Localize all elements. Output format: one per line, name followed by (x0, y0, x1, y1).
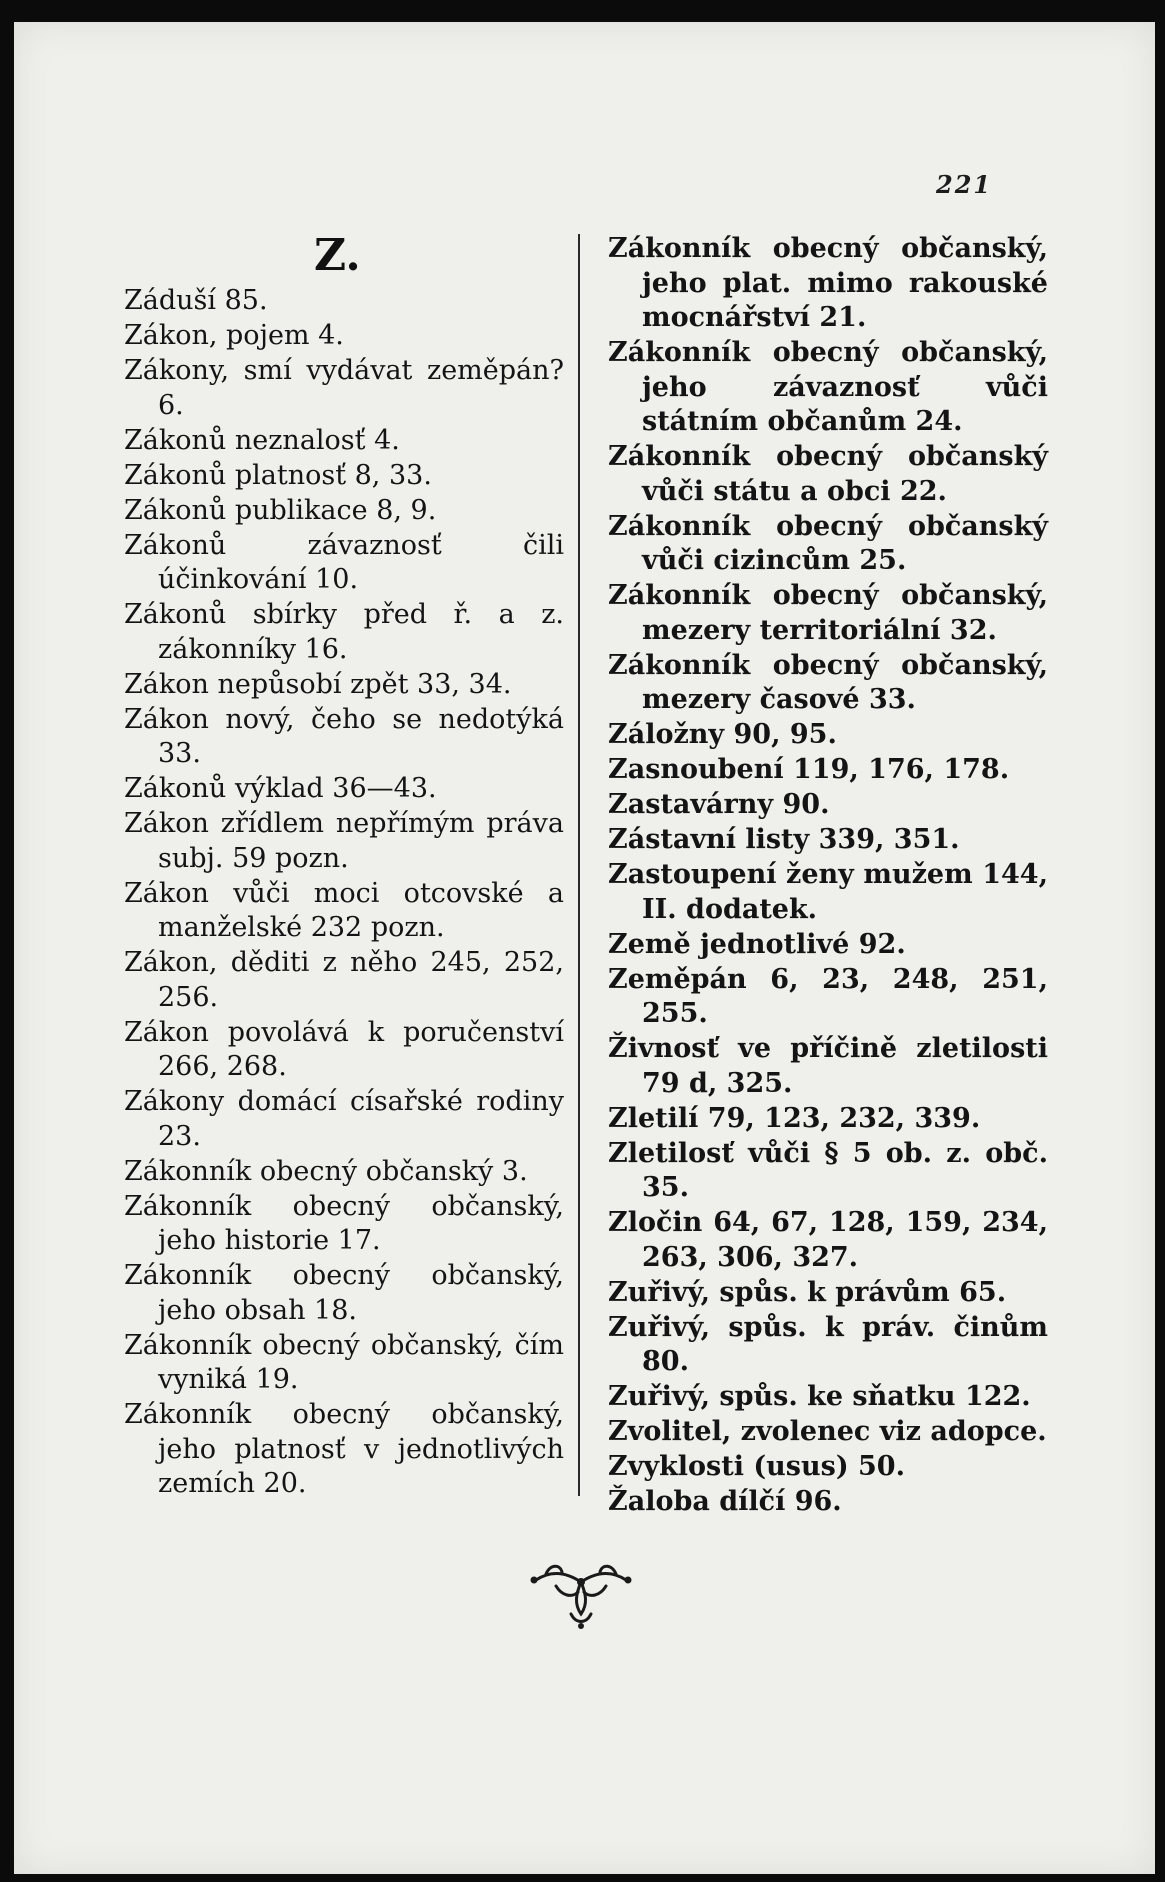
index-entry: Zákon, pojem 4. (124, 320, 344, 351)
index-entry: Zástavní listy 339, 351. (608, 824, 960, 855)
index-entry: Zločin 64, 67, 128, 159, 234, 263, 306, 327. (608, 1207, 1048, 1273)
book-page (14, 22, 1155, 1874)
index-entry: Zákony, smí vydávat zeměpán? 6. (124, 355, 564, 421)
index-entry: Zuřivý, spůs. k právům 65. (608, 1276, 1007, 1308)
index-entry: Zákonník obecný občanský, jeho historie 17. (124, 1190, 564, 1256)
index-entry: Zasnoubení 119, 176, 178. (608, 754, 1010, 785)
section-letter: Z. (314, 230, 361, 281)
index-entry: Zletilosť vůči § 5 ob. z. obč. 35. (608, 1137, 1048, 1203)
index-entry: Zákon zřídlem nepřímým práva subj. 59 pozn. (124, 808, 564, 874)
column-divider (578, 234, 580, 1496)
index-column-left (124, 284, 564, 1502)
index-entry: Zákonů platnosť 8, 33. (124, 459, 432, 491)
index-entry: Zletilí 79, 123, 232, 339. (608, 1102, 981, 1134)
index-entry: Zákonník obecný občanský, jeho obsah 18. (124, 1260, 564, 1326)
index-entry: Zákonů závaznosť čili účinkování 10. (124, 529, 564, 595)
index-entry: Zastavárny 90. (608, 789, 830, 820)
index-entry: Zákonník obecný občanský 3. (124, 1155, 528, 1187)
index-entry: Zeměpán 6, 23, 248, 251, 255. (608, 963, 1048, 1029)
index-entry: Zákonů sbírky před ř. a z. zákonníky 16. (124, 599, 564, 665)
index-entry: Zákon povolává k poručenství 266, 268. (124, 1016, 564, 1082)
index-entry: Zákon nepůsobí zpět 33, 34. (124, 668, 512, 700)
page-number: 221 (936, 170, 993, 199)
index-entry: Zákonník obecný občanský, jeho závaznosť vůči státním občanům 24. (608, 337, 1048, 437)
index-entry: Zákon, děditi z něho 245, 252, 256. (124, 947, 564, 1013)
index-entry: Zákonník obecný občanský, jeho platnosť v jednotlivých zemích 20. (124, 1399, 564, 1499)
index-entry: Zuřivý, spůs. ke sňatku 122. (608, 1381, 1031, 1412)
index-entry: Zákonník obecný občanský vůči státu a obci 22. (608, 441, 1048, 507)
index-entry: Žaloba dílčí 96. (608, 1486, 842, 1517)
index-entry: Zvolitel, zvolenec viz adopce. (608, 1416, 1047, 1447)
index-entry: Zákonů výklad 36—43. (124, 773, 437, 804)
index-entry: Zákony domácí císařské rodiny 23. (124, 1086, 564, 1152)
index-entry: Zákonník obecný občanský, mezery časové 33. (608, 649, 1048, 715)
index-entry: Zákonník obecný občanský, jeho plat. mimo rakouské mocnářství 21. (608, 233, 1048, 333)
index-entry: Záložny 90, 95. (608, 719, 837, 750)
index-entry: Zákon vůči moci otcovské a manželské 232 pozn. (124, 877, 564, 943)
index-entry: Zákonů neznalosť 4. (124, 424, 400, 456)
index-entry: Záduší 85. (124, 285, 268, 316)
index-entry: Zákonník obecný občanský vůči cizincům 25. (608, 510, 1048, 576)
index-entry: Zákonník obecný občanský, mezery territoriální 32. (608, 580, 1048, 646)
index-entry: Země jednotlivé 92. (608, 928, 906, 960)
index-entry: Zuřivý, spůs. k práv. činům 80. (608, 1311, 1048, 1377)
index-entry: Zákonník obecný občanský, čím vyniká 19. (124, 1329, 564, 1395)
index-entry: Zastoupení ženy mužem 144, II. dodatek. (608, 859, 1048, 925)
index-column-right (608, 232, 1048, 1520)
index-entry: Živnosť ve příčině zletilosti 79 d, 325. (608, 1033, 1048, 1099)
index-entry: Zákonů publikace 8, 9. (124, 494, 437, 526)
index-entry: Zvyklosti (usus) 50. (608, 1451, 905, 1482)
fleuron-ornament-icon (526, 1552, 636, 1632)
index-entry: Zákon nový, čeho se nedotýká 33. (124, 703, 564, 769)
